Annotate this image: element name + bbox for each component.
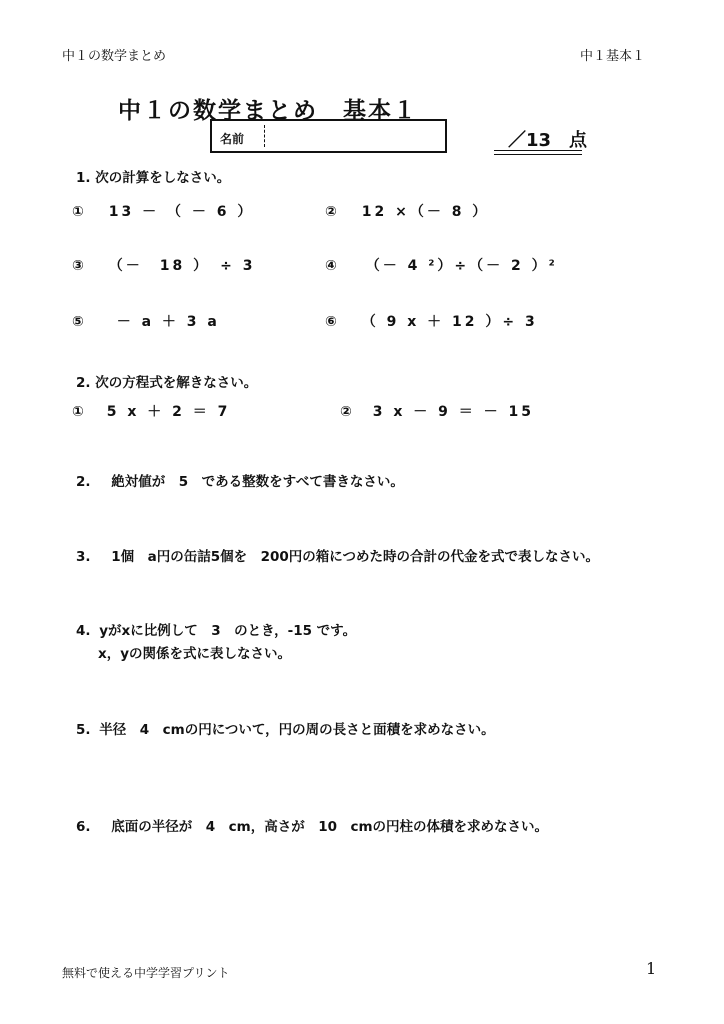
- question-number: 3.: [76, 549, 91, 565]
- problem-expression: － a ＋ 3 a: [116, 314, 220, 330]
- page-title: 中１の数学まとめ 基本１: [118, 98, 418, 124]
- s1-problem-1: [72, 201, 254, 221]
- problem-number: ②: [325, 204, 340, 220]
- s1-problem-4: [325, 255, 558, 275]
- question-text: 半径 4 cmの円について，円の周の長さと面積を求めなさい。: [99, 722, 495, 738]
- problem-number: ③: [72, 258, 87, 274]
- section2-heading: 2. 次の方程式を解きなさい。: [76, 375, 258, 391]
- question-number: 5.: [76, 722, 91, 738]
- s2-problem-1: [72, 401, 230, 421]
- name-separator: [264, 125, 265, 147]
- problem-expression: （－ 4 ²）÷（－ 2 ）²: [365, 258, 558, 274]
- problem-expression: 12 ×（－ 8 ）: [361, 204, 490, 220]
- s1-problem-3: [72, 255, 255, 275]
- question-3: [76, 545, 599, 565]
- question-text: 絶対値が 5 である整数をすべて書きなさい。: [111, 474, 404, 490]
- name-label: 名前: [220, 132, 245, 146]
- score-underline: [494, 150, 582, 155]
- question-text: 1個 a円の缶詰5個を 200円の箱につめた時の合計の代金を式で表しなさい。: [111, 549, 600, 565]
- question-text: yがxに比例して 3 のとき，-15 です。: [99, 623, 357, 639]
- problem-expression: 5 x ＋ 2 ＝ 7: [106, 404, 231, 420]
- problem-number: ⑤: [72, 314, 87, 330]
- header-left: 中１の数学まとめ: [62, 49, 167, 64]
- problem-expression: 3 x － 9 ＝ － 15: [372, 404, 534, 420]
- score-label: ／13 点: [508, 130, 588, 151]
- question-5: [76, 718, 495, 738]
- problem-expression: （ 9 x ＋ 12 ）÷ 3: [361, 314, 538, 330]
- s1-problem-5: [72, 311, 220, 331]
- problem-number: ②: [340, 404, 355, 420]
- s1-problem-6: [325, 311, 538, 331]
- name-box[interactable]: [210, 119, 447, 153]
- question-2: [76, 470, 404, 490]
- question-number: 6.: [76, 819, 91, 835]
- problem-expression: 13 － （ － 6 ）: [108, 204, 255, 220]
- s1-problem-2: [325, 201, 489, 221]
- section1-heading: 1. 次の計算をしなさい。: [76, 170, 231, 186]
- question-6: [76, 815, 548, 835]
- problem-number: ①: [72, 404, 87, 420]
- s2-problem-2: [340, 401, 534, 421]
- problem-number: ⑥: [325, 314, 340, 330]
- question-number: 2.: [76, 474, 91, 490]
- question-4-line-2: x，yの関係を式に表しなさい。: [98, 646, 292, 662]
- question-number: 4.: [76, 623, 91, 639]
- problem-expression: （－ 18 ） ÷ 3: [108, 258, 256, 274]
- header-right: 中１基本１: [580, 49, 646, 64]
- question-text: 底面の半径が 4 cm，高さが 10 cmの円柱の体積を求めなさい。: [111, 819, 549, 835]
- page-number: 1: [646, 959, 657, 978]
- problem-number: ①: [72, 204, 87, 220]
- problem-number: ④: [325, 258, 340, 274]
- footer-text: 無料で使える中学学習プリント: [62, 966, 230, 980]
- question-4: [76, 619, 356, 639]
